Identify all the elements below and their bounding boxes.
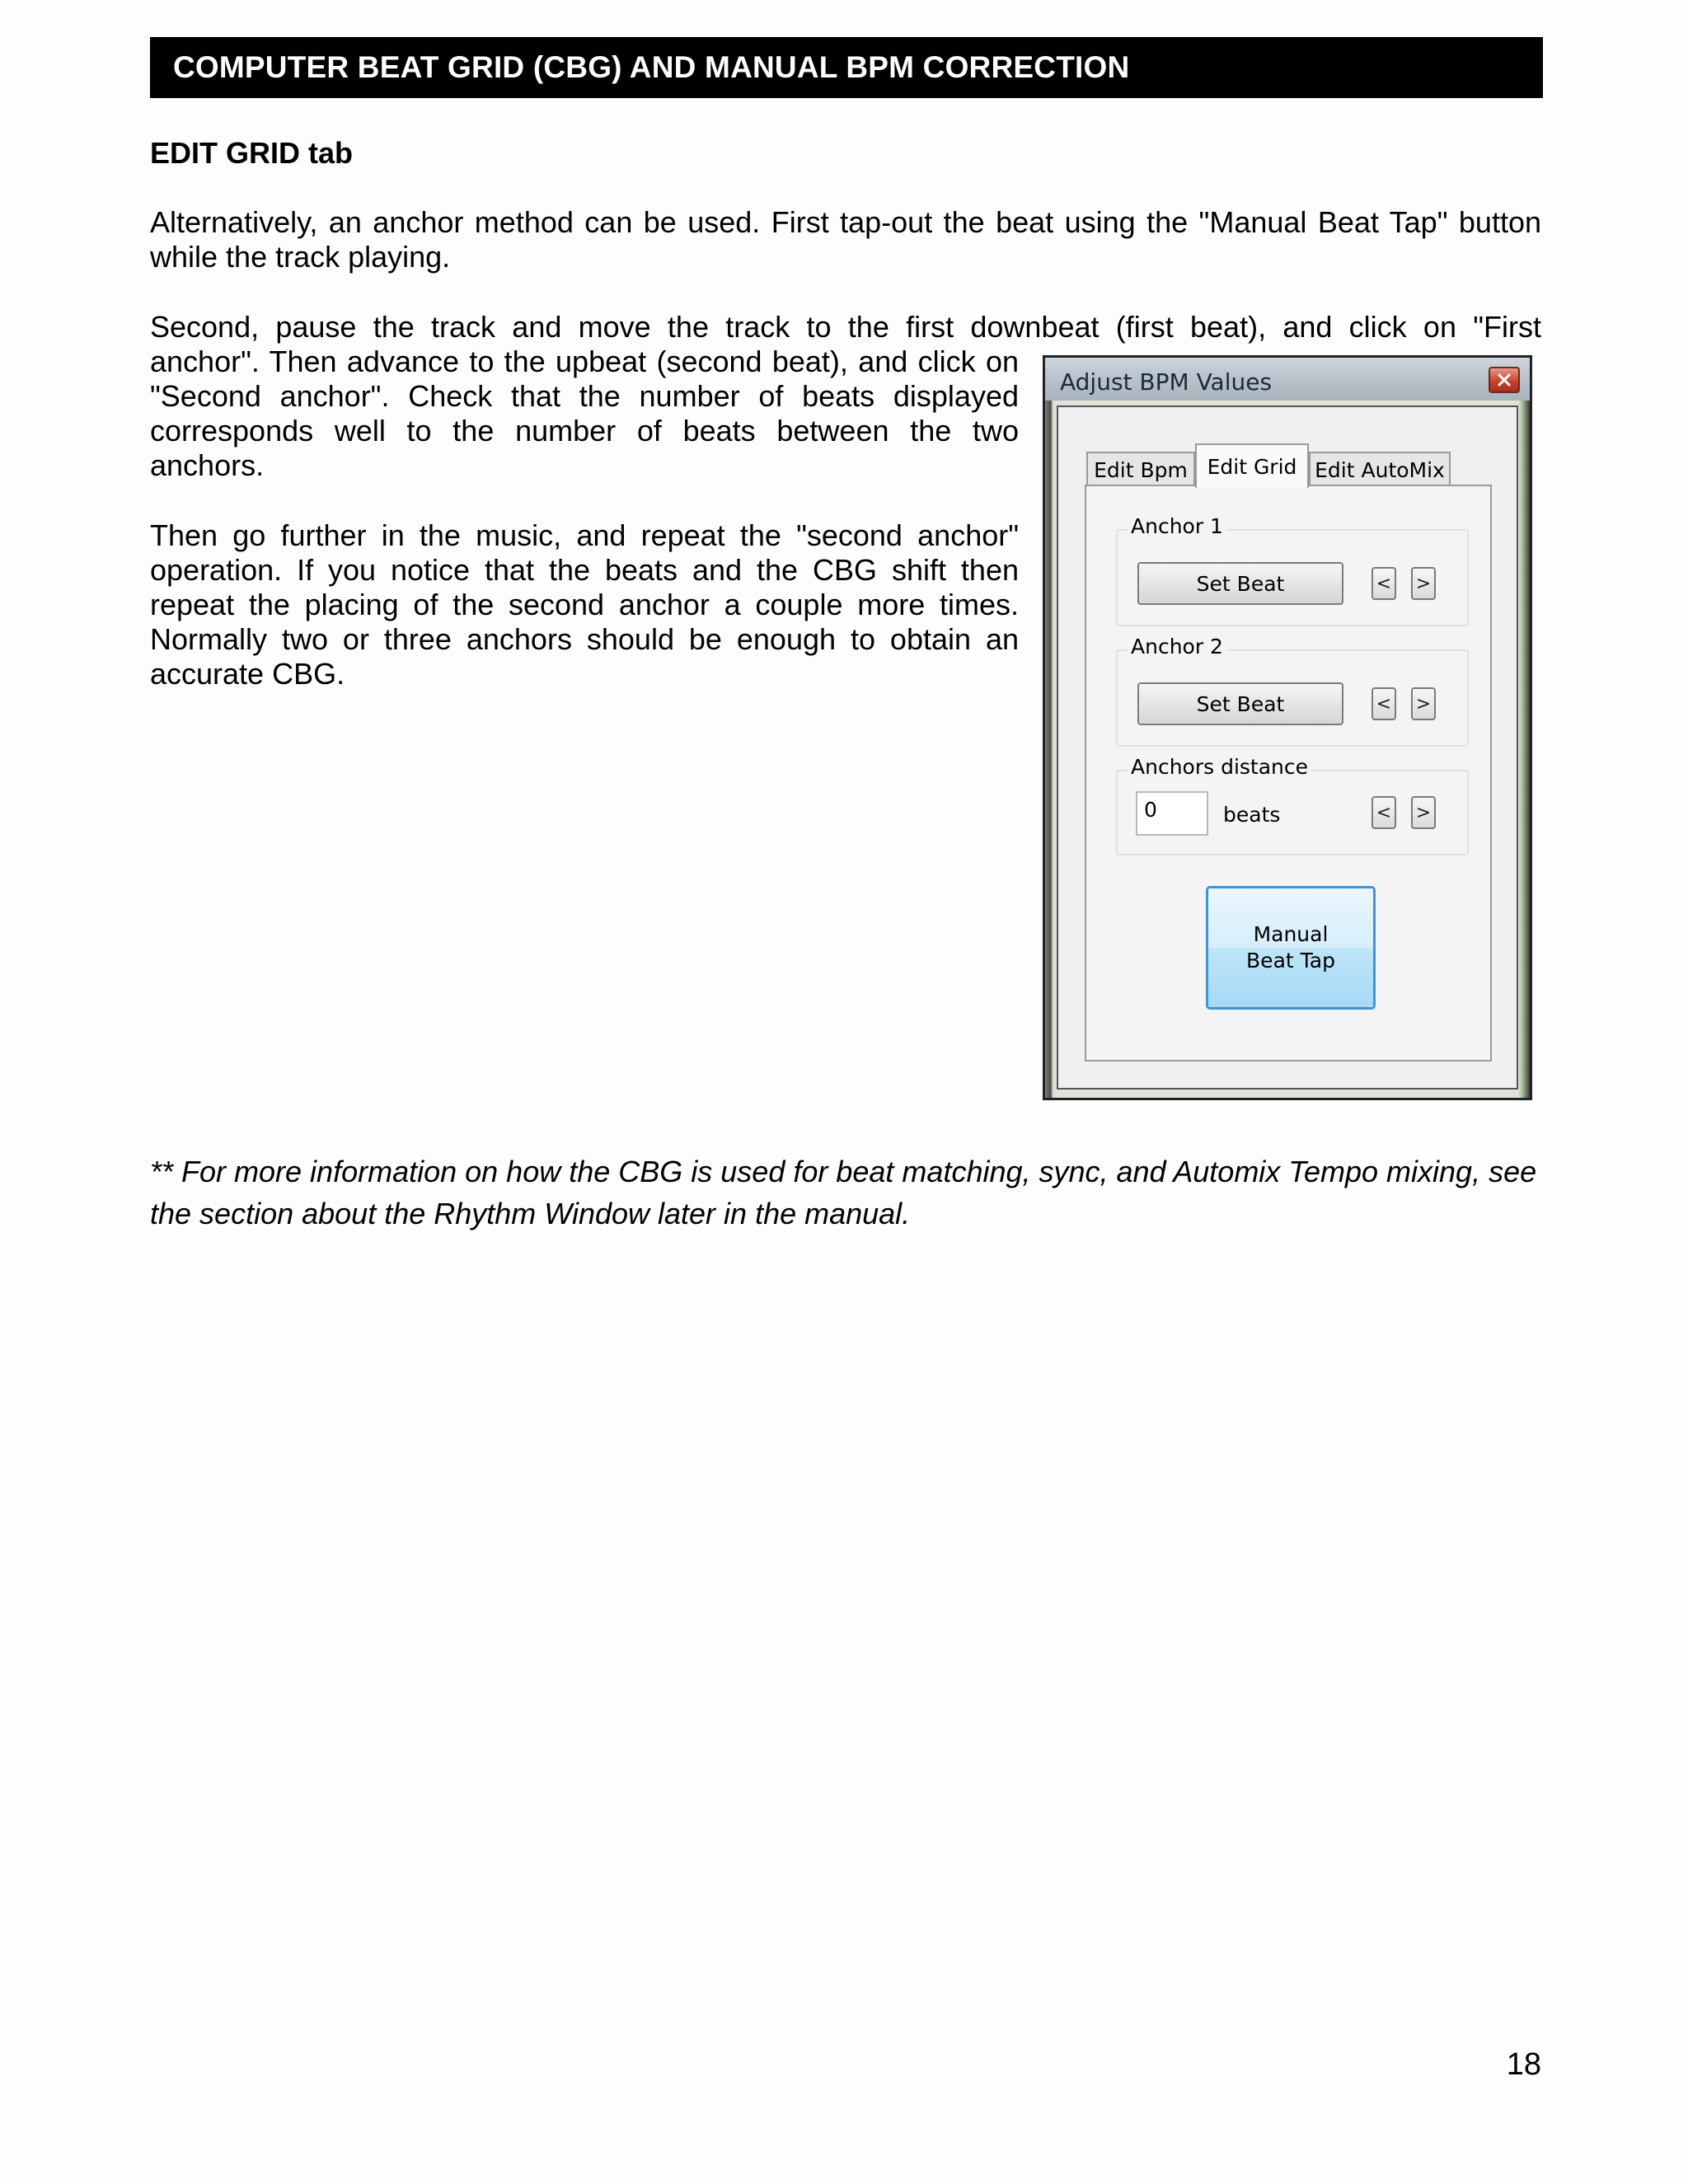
anchor2-next-button[interactable] [1411, 687, 1436, 720]
paragraph: Then go further in the music, and repeat the "second anchor" operation. If you notice that the beats and the CBG shift then repeat the placing of the second anchor a couple more times. Normally two or three anchors should be enough to obtain an accurate CBG. [150, 518, 1019, 691]
chevron-left-icon: < [1376, 693, 1392, 715]
chevron-right-icon: > [1415, 573, 1432, 594]
section-title: COMPUTER BEAT GRID (CBG) AND MANUAL BPM CORRECTION [173, 50, 1130, 84]
edit-grid-panel [1085, 485, 1492, 1062]
dialog-title: Adjust BPM Values [1060, 368, 1273, 396]
paragraph: anchor". Then advance to the upbeat (second beat), and click on "Second anchor". Check that the number of beats displayed corresponds well to the number of beats between the two anchors. [150, 344, 1019, 482]
distance-prev-button[interactable] [1372, 796, 1396, 829]
anchor2-set-beat-button[interactable]: Set Beat [1137, 682, 1343, 725]
chevron-left-icon: < [1376, 802, 1392, 823]
manual-beat-tap-button[interactable] [1206, 886, 1376, 1010]
anchors-distance-label: Anchors distance [1128, 755, 1311, 779]
anchors-distance-input[interactable]: 0 [1136, 791, 1208, 836]
chevron-right-icon: > [1415, 802, 1432, 823]
chevron-left-icon: < [1376, 573, 1392, 594]
beats-unit-label: beats [1223, 803, 1281, 827]
dialog-body [1057, 405, 1518, 1090]
tab-edit-bpm[interactable]: Edit Bpm [1086, 452, 1195, 486]
tab-edit-automix[interactable]: Edit AutoMix [1309, 452, 1451, 486]
anchor1-next-button[interactable] [1411, 567, 1436, 600]
close-button[interactable] [1489, 367, 1520, 393]
anchor2-prev-button[interactable] [1372, 687, 1396, 720]
anchor1-group [1116, 514, 1469, 626]
anchor1-label: Anchor 1 [1128, 514, 1226, 538]
anchor2-group [1116, 635, 1469, 747]
paragraph: Alternatively, an anchor method can be used. First tap-out the beat using the "Manual Beat Tap" button while the track playing. [150, 205, 1541, 274]
distance-next-button[interactable] [1411, 796, 1436, 829]
section-header [150, 37, 1543, 98]
close-icon [1490, 368, 1518, 391]
dialog-titlebar[interactable] [1045, 358, 1530, 401]
paragraph-line: Second, pause the track and move the track to the first downbeat (first beat), and click on "First [150, 310, 1541, 344]
chevron-right-icon: > [1415, 693, 1432, 715]
tap-button-line1: Manual [1253, 922, 1329, 946]
subheading: EDIT GRID tab [150, 136, 354, 170]
tap-button-line2: Beat Tap [1246, 949, 1335, 972]
anchor1-prev-button[interactable] [1372, 567, 1396, 600]
page-number: 18 [1506, 2047, 1541, 2082]
anchors-distance-group [1116, 755, 1469, 855]
footnote: ** For more information on how the CBG is used for beat matching, sync, and Automix Tempo mixing, see the section about the Rhythm Window later in the manual. [150, 1155, 1537, 1230]
anchor1-set-beat-button[interactable]: Set Beat [1137, 562, 1343, 605]
adjust-bpm-dialog [1043, 355, 1532, 1100]
anchor2-label: Anchor 2 [1128, 635, 1226, 658]
tab-edit-grid[interactable]: Edit Grid [1195, 443, 1309, 488]
